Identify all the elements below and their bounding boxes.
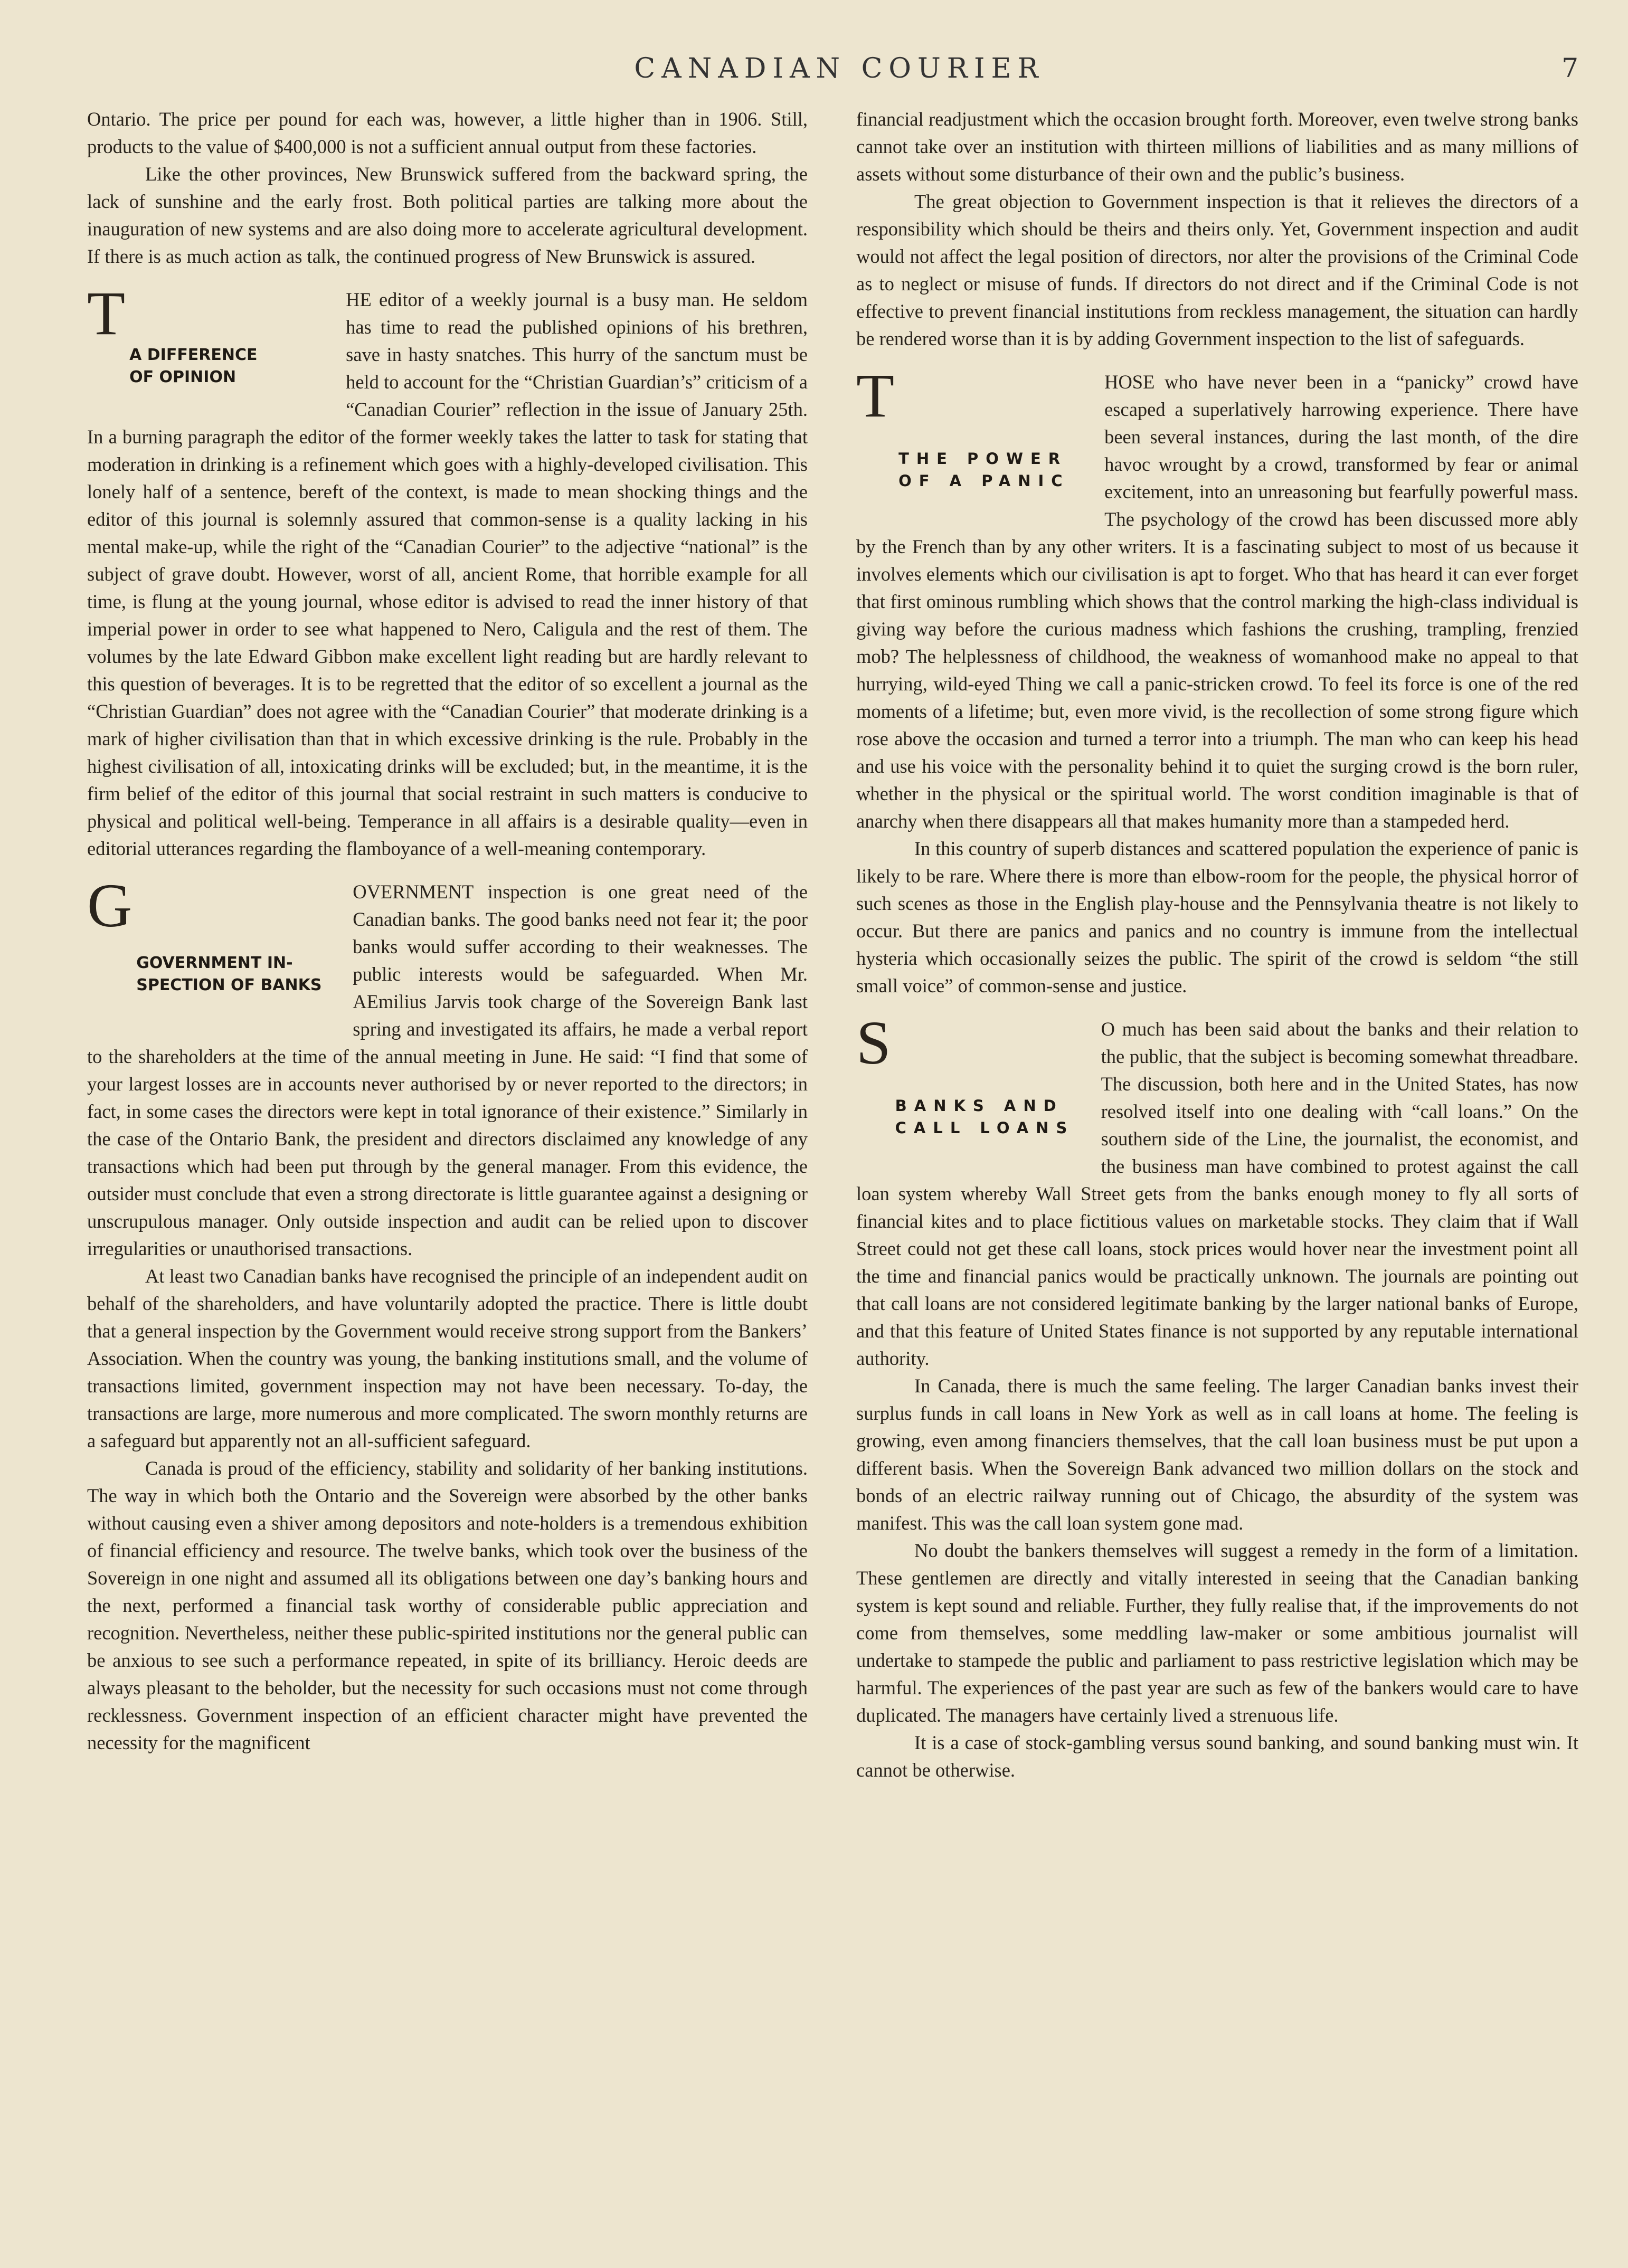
paragraph: In this country of superb distances and scattered population the experience of panic is likely to be rare. Where there is more than elbow-room for the people, the physical horror of such scenes as those in the English play-house and the Pennsylvania theatre is not likely to occur. But there are panics and panics and no country is immune from the intellectual hysteria which occasionally seizes the public. The spirit of the crowd is seldom “the still small voice” of common-sense and justice. (856, 838, 1578, 997)
paragraph: OVERNMENT inspection is one great need of the Canadian banks. The good banks need not fear it; the poor banks would suffer according to their weaknesses. The public interests would be safeguarded. When Mr. AEmilius Jarvis took charge of the Sovereign Bank last spring and investigated its affairs, he made a verbal report to the shareholders at the time of the annual meeting in June. He said: “I find that some of your largest losses are in accounts never authorised by or never reported to the directors; in fact, in some cases the directors were kept in total ignorance of their existence.” Similarly in the case of the Ontario Bank, the president and directors disclaimed any knowledge of any transactions which had been put through by the general manager. From this evidence, the outsider must conclude that even a strong directorate is little guarantee against a designing or unscrupulous manager. Only outside inspection and audit can be relied upon to discover irregularities or unauthorised transactions. (87, 881, 808, 1259)
section-sidehead (895, 1095, 1085, 1174)
drop-cap: T (856, 361, 895, 430)
paragraph: HOSE who have never been in a “panicky” crowd have escaped a superlatively harrowing experience. There have been several instances, during the last month, of the dire havoc wrought by a crowd, transformed by fear or animal excitement, into an unreasoning but fearfully powerful mass. The psychology of the crowd has been discussed more ably by the French than by any other writers. It is a fascinating subject to most of us because it involves elements which our civilisation is apt to forget. Who that has heard it can ever forget that first ominous rumbling which shows that the control marking the high-class individual is giving way before the curious madness which fashions the crushing, trampling, frenzied mob? The helplessness of childhood, the weakness of womanhood make no appeal to that hurrying, wild-eyed Thing we call a panic-stricken crowd. To feel its force is one of the red moments of a lifetime; but, even more vivid, is the recollection of some strong figure which rose above the occasion and turned a terror into a triumph. The man who can keep his head and use his voice with the personality behind it to quiet the surging crowd is the born ruler, whether in the physical or the spiritual world. The worst condition imaginable is that of anarchy when there disappears all that makes humanity more than a stampeded herd. (856, 371, 1578, 832)
paragraph: O much has been said about the banks and their relation to the public, that the subject is becoming somewhat threadbare. The discussion, both here and in the United States, has now resolved itself into one dealing with “call loans.” On the southern side of the Line, the journalist, the economist, and the business man have combined to protest against the call loan system whereby Wall Street gets from the banks enough money to fly all sorts of financial kites and to place fictitious values on marketable stocks. They claim that if Wall Street could not get these call loans, stock prices would hover near the investment point all the time and financial panics would be practically unknown. The journals are pointing out that call loans are not considered legitimate banking by the larger national banks of Europe, and that this feature of United States finance is not supported by any reputable international authority. (856, 1018, 1578, 1369)
sidehead-line: BANKS AND (895, 1097, 1064, 1115)
paragraph: No doubt the bankers themselves will suggest a remedy in the form of a limitation. These gentlemen are directly and vitally interested in seeing that the Canadian banking system is kept sound and reliable. Further, they fully realise that, if the improvements do not come from themselves, some meddling law-maker or some ambitious journalist will undertake to stampede the public and parliament to pass restrictive legislation which may be harmful. The experiences of the past year are such as few of the bankers would care to have duplicated. The managers have certainly lived a strenuous life. (856, 1540, 1578, 1726)
paragraph: financial readjustment which the occasion brought forth. Moreover, even twelve strong banks cannot take over an institution with thirteen millions of liabilities and as many millions of assets without some disturbance of their own and the public’s business. (856, 108, 1578, 185)
sidehead-line: OF OPINION (129, 368, 236, 386)
paragraph: At least two Canadian banks have recognised the principle of an independent audit on behalf of the shareholders, and have voluntarily adopted the practice. There is little doubt that a general inspection by the Government would receive strong support from the Bankers’ Association. When the country was young, the banking institutions small, and the volume of transactions limited, government inspection may not have been necessary. To-day, the transactions are large, more numerous and more complicated. The sworn monthly returns are a safeguard but apparently not an all-sufficient safeguard. (87, 1265, 808, 1451)
sidehead-line: THE POWER (898, 450, 1068, 468)
editorial-banks-and-call-loans (856, 1008, 1578, 1784)
section-sidehead (136, 952, 337, 1031)
paragraph: The great objection to Government inspection is that it relieves the directors of a responsibility which should be theirs and theirs only. Yet, Government inspection and audit would not affect the legal position of directors, nor alter the provisions of the Criminal Code as to neglect or misuse of funds. If directors do not direct and if the Criminal Code is not effective to prevent financial institutions from reckless management, the situation can hardly be rendered worse than it is by adding Government inspection to the list of safeguards. (856, 191, 1578, 349)
sidehead-line: GOVERNMENT IN- (136, 954, 293, 972)
paragraph: It is a case of stock-gambling versus sound banking, and sound banking must win. It cannot be otherwise. (856, 1732, 1578, 1781)
drop-cap: G (87, 871, 132, 940)
sidehead-line: CALL LOANS (895, 1119, 1075, 1137)
sidehead-line: A DIFFERENCE (129, 346, 258, 364)
page-header (84, 48, 1594, 95)
sidehead-line: SPECTION OF BANKS (136, 976, 322, 994)
paragraph: Canada is proud of the efficiency, stability and solidarity of her banking institutions. The way in which both the Ontario and the Sovereign were absorbed by the other banks without causing even a shiver among depositors and note-holders is a tremendous exhibition of financial efficiency and resource. The twelve banks, which took over the business of the Sovereign in one night and assumed all its obligations between one day’s banking hours and the next, performed a financial task worthy of considerable public appreciation and recognition. Nevertheless, neither these public-spirited institutions nor the general public can be anxious to see such a performance repeated, in spite of its brilliancy. Heroic deeds are always pleasant to the beholder, but the necessity for such occasions must not come through recklessness. Government inspection of an efficient character might have prevented the necessity for the magnificent (87, 1457, 808, 1753)
paragraph: In Canada, there is much the same feeling. The larger Canadian banks invest their surplus funds in call loans in New York as well as in call loans at home. The feeling is growing, even among financiers themselves, that the call loan business must be put upon a different basis. When the Sovereign Bank advanced two million dollars on the stock and bonds of an electric railway running out of Chicago, the absurdity of the system was manifest. This was the call loan system gone mad. (856, 1375, 1578, 1534)
masthead-title: CANADIAN COURIER (634, 53, 1045, 84)
paragraph: HE editor of a weekly journal is a busy man. He seldom has time to read the published opinions of his brethren, save in hasty snatches. This hurry of the sanctum must be held to account for the “Christian Guardian’s” criticism of a “Canadian Courier” reflection in the issue of January 25th. In a burning paragraph the editor of the former weekly takes the latter to task for stating that moderation in drinking is a refinement which goes with a highly-developed civilisation. This lonely half of a sentence, bereft of the context, is made to mean shocking things and the editor of this journal is solemnly assured that common-sense is a quality lacking in his mental make-up, while the right of the “Canadian Courier” to the adjective “national” is the subject of grave doubt. However, worst of all, ancient Rome, that horrible example for all time, is flung at the young journal, whose editor is advised to read the inner history of that imperial power in order to see what happened to Nero, Caligula and the rest of them. The volumes by the late Edward Gibbon make excellent light reading but are hardly relevant to this question of beverages. It is to be regretted that the editor of so excellent a journal as the “Christian Guardian” does not agree with the “Canadian Courier” that moderate drinking is a mark of higher civilisation than that in which excessive drinking is the rule. Probably in the highest civilisation of all, intoxicating drinks will be excluded; but, in the meantime, it is the firm belief of the editor of this journal that social restraint in such matters is conducive to physical and political well-being. Temperance in all affairs is a desirable quality—even in editorial utterances regarding the flamboyance of a well-meaning contemporary. (87, 289, 808, 859)
paragraph: Ontario. The price per pound for each was, however, a little higher than in 1906. Still, products to the value of $400,000 is not a sufficient annual output from these factories. (87, 108, 808, 157)
left-column (87, 106, 808, 1757)
section-sidehead (898, 448, 1089, 527)
drop-cap: T (87, 279, 126, 348)
drop-cap: S (856, 1008, 891, 1077)
paragraph: Like the other provinces, New Brunswick suffered from the backward spring, the lack of sunshine and the early frost. Both political parties are talking more about the inauguration of new systems and are also doing more to accelerate agricultural development. If there is as much action as talk, the continued progress of New Brunswick is assured. (87, 163, 808, 267)
right-column (856, 106, 1578, 1784)
editorial-government-inspection (87, 871, 808, 1757)
editorial-difference-of-opinion (87, 279, 808, 862)
editorial-power-of-a-panic (856, 361, 1578, 1000)
page-number: 7 (1561, 53, 1578, 83)
sidehead-line: OF A PANIC (898, 472, 1070, 490)
section-sidehead (129, 344, 330, 423)
